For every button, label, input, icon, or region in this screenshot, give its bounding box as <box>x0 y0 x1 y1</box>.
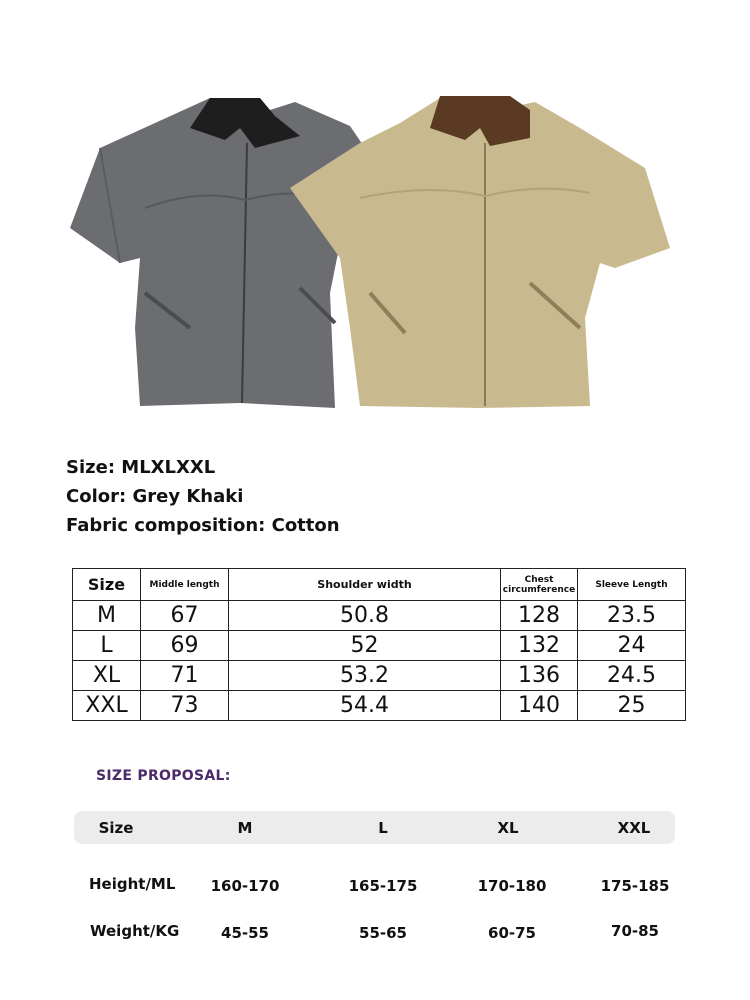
cell-size: XL <box>73 661 141 691</box>
cell-shoulder-width: 52 <box>229 631 501 661</box>
proposal-header-m: M <box>237 819 253 837</box>
header-middle-length: Middle length <box>141 569 229 601</box>
proposal-height-l: 165-175 <box>348 877 418 895</box>
cell-size: M <box>73 601 141 631</box>
cell-size: L <box>73 631 141 661</box>
cell-middle-length: 73 <box>141 691 229 721</box>
grey-shirt-image <box>70 98 365 408</box>
spec-fabric: Fabric composition: Cotton <box>66 515 340 536</box>
cell-sleeve: 23.5 <box>578 601 686 631</box>
cell-shoulder-width: 53.2 <box>229 661 501 691</box>
size-proposal-title: SIZE PROPOSAL: <box>96 768 231 784</box>
table-row <box>73 631 686 661</box>
proposal-header-size: Size <box>98 819 134 837</box>
cell-chest: 132 <box>501 631 578 661</box>
proposal-weight-xl: 60-75 <box>488 924 536 942</box>
proposal-weight-l: 55-65 <box>359 924 407 942</box>
proposal-height-m: 160-170 <box>210 877 280 895</box>
cell-middle-length: 67 <box>141 601 229 631</box>
proposal-height-xl: 170-180 <box>477 877 547 895</box>
cell-shoulder-width: 54.4 <box>229 691 501 721</box>
proposal-header-l: L <box>378 819 388 837</box>
spec-color: Color: Grey Khaki <box>66 486 244 507</box>
size-chart-header-row <box>73 569 686 601</box>
cell-chest: 140 <box>501 691 578 721</box>
table-row <box>73 691 686 721</box>
cell-chest: 128 <box>501 601 578 631</box>
proposal-weight-xxl: 70-85 <box>611 922 659 940</box>
proposal-weight-m: 45-55 <box>221 924 269 942</box>
proposal-row-height-label: Height/ML <box>89 875 176 893</box>
cell-sleeve: 25 <box>578 691 686 721</box>
proposal-header-xxl: XXL <box>617 819 651 837</box>
size-chart-table <box>72 568 686 721</box>
proposal-row-weight-label: Weight/KG <box>90 922 180 940</box>
cell-chest: 136 <box>501 661 578 691</box>
proposal-header-xl: XL <box>497 819 519 837</box>
header-chest-circumference: Chest circumference <box>501 569 578 601</box>
cell-middle-length: 69 <box>141 631 229 661</box>
spec-size: Size: MLXLXXL <box>66 457 216 478</box>
cell-size: XXL <box>73 691 141 721</box>
cell-sleeve: 24.5 <box>578 661 686 691</box>
table-row <box>73 601 686 631</box>
cell-middle-length: 71 <box>141 661 229 691</box>
header-size: Size <box>73 569 141 601</box>
size-proposal-header-bar <box>74 811 675 844</box>
product-photo <box>60 88 690 418</box>
cell-sleeve: 24 <box>578 631 686 661</box>
proposal-height-xxl: 175-185 <box>600 877 670 895</box>
table-row <box>73 661 686 691</box>
cell-shoulder-width: 50.8 <box>229 601 501 631</box>
header-sleeve-length: Sleeve Length <box>578 569 686 601</box>
header-shoulder-width: Shoulder width <box>229 569 501 601</box>
